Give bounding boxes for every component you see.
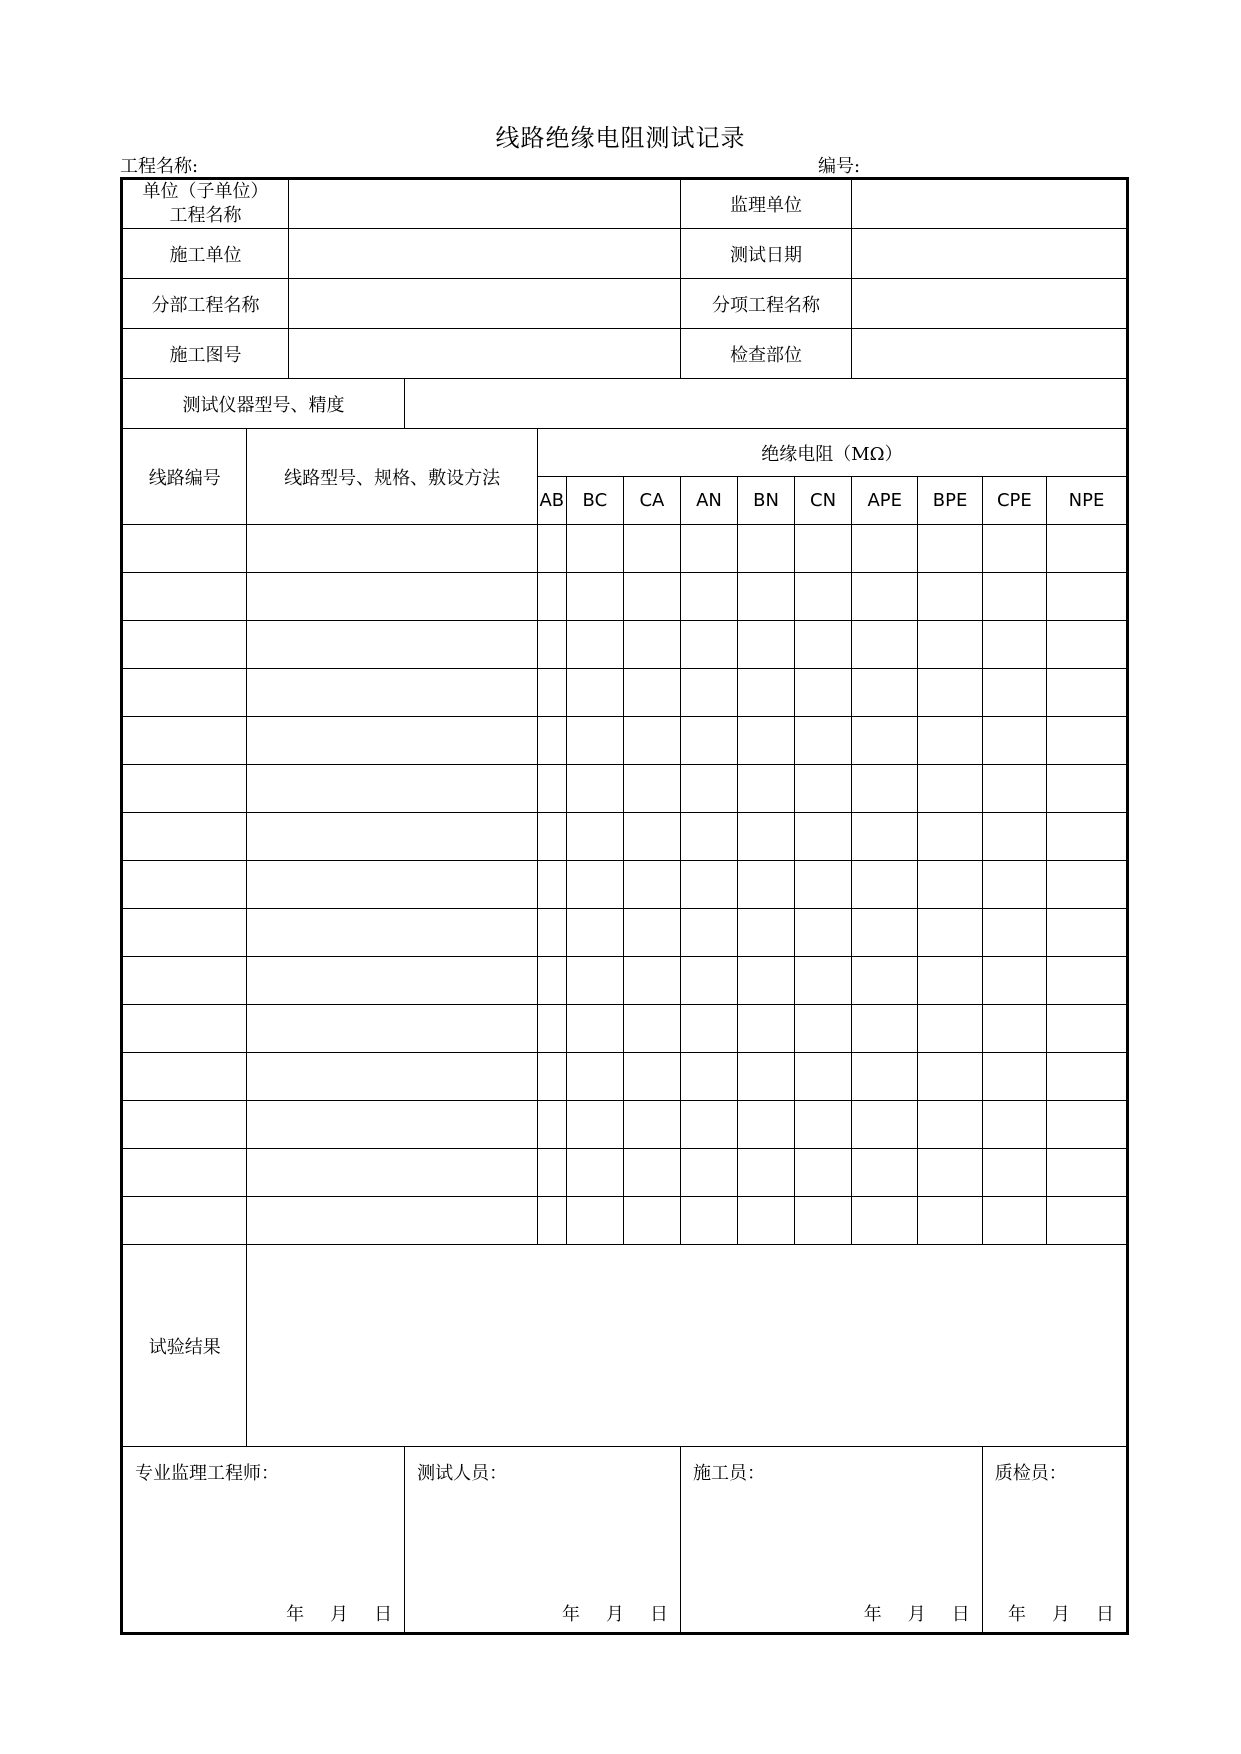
- table-row: [122, 1053, 1128, 1101]
- resistance-cell-ca[interactable]: [623, 621, 680, 669]
- unit-label-line1: 单位（子单位）: [142, 181, 269, 202]
- resistance-cell-cn[interactable]: [795, 1101, 852, 1149]
- resistance-cell-bc[interactable]: [566, 1197, 623, 1245]
- phase-header-bn: BN: [738, 477, 795, 525]
- signature-cell[interactable]: [982, 1447, 1127, 1634]
- resistance-cell-npe[interactable]: [1047, 1149, 1128, 1197]
- line-no-cell[interactable]: [122, 1005, 247, 1053]
- line-no-cell[interactable]: [122, 909, 247, 957]
- phase-header-ab: AB: [537, 477, 566, 525]
- instrument-field[interactable]: [405, 379, 1128, 429]
- date-day-label: 日: [374, 1604, 393, 1625]
- inspection-part-field[interactable]: [852, 329, 1128, 379]
- line-type-cell[interactable]: [247, 861, 537, 909]
- phase-header-ca: CA: [623, 477, 680, 525]
- phase-header-npe: NPE: [1047, 477, 1128, 525]
- resistance-cell-ca[interactable]: [623, 525, 680, 573]
- resistance-cell-ca[interactable]: [623, 861, 680, 909]
- phase-header-bpe: BPE: [918, 477, 982, 525]
- resistance-cell-bpe[interactable]: [918, 621, 982, 669]
- line-type-cell[interactable]: [247, 1197, 537, 1245]
- info-row: [122, 179, 1128, 229]
- resistance-cell-cpe[interactable]: [982, 717, 1046, 765]
- resistance-cell-ape[interactable]: [852, 1197, 918, 1245]
- resistance-cell-ab[interactable]: [537, 1005, 566, 1053]
- test-date-field[interactable]: [852, 229, 1128, 279]
- resistance-cell-cn[interactable]: [795, 1149, 852, 1197]
- table-row: [122, 717, 1128, 765]
- unit-label-line2: 工程名称: [169, 205, 242, 226]
- resistance-cell-cpe[interactable]: [982, 1149, 1046, 1197]
- resistance-cell-ab[interactable]: [537, 669, 566, 717]
- line-no-cell[interactable]: [122, 669, 247, 717]
- supervision-unit-label: 监理单位: [680, 179, 851, 229]
- table-row: [122, 621, 1128, 669]
- line-type-cell[interactable]: [247, 1053, 537, 1101]
- signature-date: [562, 1600, 668, 1626]
- line-type-cell[interactable]: [247, 621, 537, 669]
- resistance-cell-an[interactable]: [680, 621, 737, 669]
- table-row: [122, 1101, 1128, 1149]
- line-no-cell[interactable]: [122, 957, 247, 1005]
- resistance-cell-bpe[interactable]: [918, 525, 982, 573]
- resistance-cell-bc[interactable]: [566, 717, 623, 765]
- resistance-cell-ca[interactable]: [623, 909, 680, 957]
- resistance-cell-ab[interactable]: [537, 1149, 566, 1197]
- date-year-label: 年: [1008, 1604, 1026, 1625]
- resistance-cell-cn[interactable]: [795, 861, 852, 909]
- resistance-cell-bn[interactable]: [738, 861, 795, 909]
- resistance-cell-npe[interactable]: [1047, 573, 1128, 621]
- line-no-cell[interactable]: [122, 717, 247, 765]
- line-type-header: 线路型号、规格、敷设方法: [247, 429, 537, 525]
- resistance-cell-bpe[interactable]: [918, 957, 982, 1005]
- line-no-cell[interactable]: [122, 813, 247, 861]
- resistance-cell-ab[interactable]: [537, 957, 566, 1005]
- table-row: [122, 1005, 1128, 1053]
- resistance-cell-ca[interactable]: [623, 765, 680, 813]
- resistance-cell-ape[interactable]: [852, 1005, 918, 1053]
- line-no-cell[interactable]: [122, 1101, 247, 1149]
- resistance-cell-cpe[interactable]: [982, 909, 1046, 957]
- resistance-cell-cpe[interactable]: [982, 621, 1046, 669]
- resistance-cell-bn[interactable]: [738, 957, 795, 1005]
- table-row: [122, 573, 1128, 621]
- resistance-cell-ab[interactable]: [537, 621, 566, 669]
- resistance-cell-cn[interactable]: [795, 1005, 852, 1053]
- line-no-cell[interactable]: [122, 573, 247, 621]
- info-row: [122, 329, 1128, 379]
- resistance-cell-ab[interactable]: [537, 861, 566, 909]
- resistance-cell-bn[interactable]: [738, 717, 795, 765]
- info-row: [122, 279, 1128, 329]
- line-no-cell[interactable]: [122, 525, 247, 573]
- line-no-cell[interactable]: [122, 861, 247, 909]
- date-year-label: 年: [561, 1604, 580, 1625]
- table-header-row: [122, 429, 1128, 477]
- resistance-cell-ab[interactable]: [537, 525, 566, 573]
- table-row: [122, 909, 1128, 957]
- instrument-label: 测试仪器型号、精度: [122, 379, 405, 429]
- resistance-cell-npe[interactable]: [1047, 813, 1128, 861]
- resistance-cell-cpe[interactable]: [982, 669, 1046, 717]
- resistance-cell-bpe[interactable]: [918, 909, 982, 957]
- resistance-cell-bc[interactable]: [566, 1101, 623, 1149]
- phase-header-ape: APE: [852, 477, 918, 525]
- resistance-cell-ca[interactable]: [623, 1053, 680, 1101]
- resistance-cell-ca[interactable]: [623, 717, 680, 765]
- line-type-cell[interactable]: [247, 813, 537, 861]
- resistance-cell-ab[interactable]: [537, 813, 566, 861]
- resistance-cell-ape[interactable]: [852, 1149, 918, 1197]
- resistance-cell-an[interactable]: [680, 573, 737, 621]
- resistance-cell-ape[interactable]: [852, 669, 918, 717]
- resistance-cell-cn[interactable]: [795, 813, 852, 861]
- signature-cell[interactable]: [405, 1447, 681, 1634]
- table-row: [122, 861, 1128, 909]
- resistance-cell-cpe[interactable]: [982, 1101, 1046, 1149]
- resistance-cell-npe[interactable]: [1047, 525, 1128, 573]
- date-year-label: 年: [286, 1604, 305, 1625]
- line-type-cell[interactable]: [247, 1005, 537, 1053]
- resistance-cell-bc[interactable]: [566, 813, 623, 861]
- resistance-cell-cn[interactable]: [795, 621, 852, 669]
- unit-project-name-field[interactable]: [288, 179, 680, 229]
- line-no-cell[interactable]: [122, 1149, 247, 1197]
- resistance-cell-ab[interactable]: [537, 1053, 566, 1101]
- resistance-cell-ca[interactable]: [623, 1101, 680, 1149]
- resistance-cell-ape[interactable]: [852, 573, 918, 621]
- construction-unit-field[interactable]: [288, 229, 680, 279]
- resistance-cell-bc[interactable]: [566, 573, 623, 621]
- resistance-cell-bpe[interactable]: [918, 1053, 982, 1101]
- resistance-cell-cn[interactable]: [795, 765, 852, 813]
- resistance-cell-an[interactable]: [680, 861, 737, 909]
- resistance-cell-bpe[interactable]: [918, 1197, 982, 1245]
- division-name-field[interactable]: [288, 279, 680, 329]
- date-month-label: 月: [907, 1604, 926, 1625]
- resistance-cell-bn[interactable]: [738, 1149, 795, 1197]
- signature-date: [1008, 1600, 1114, 1626]
- line-type-cell[interactable]: [247, 717, 537, 765]
- resistance-cell-bc[interactable]: [566, 1005, 623, 1053]
- resistance-cell-an[interactable]: [680, 765, 737, 813]
- table-row: [122, 1197, 1128, 1245]
- supervision-unit-field[interactable]: [852, 179, 1128, 229]
- resistance-cell-an[interactable]: [680, 1197, 737, 1245]
- table-row: [122, 669, 1128, 717]
- resistance-cell-ape[interactable]: [852, 957, 918, 1005]
- resistance-cell-bc[interactable]: [566, 909, 623, 957]
- signature-cell[interactable]: [680, 1447, 982, 1634]
- line-no-cell[interactable]: [122, 1197, 247, 1245]
- resistance-cell-npe[interactable]: [1047, 1197, 1128, 1245]
- resistance-cell-an[interactable]: [680, 525, 737, 573]
- resistance-cell-npe[interactable]: [1047, 1005, 1128, 1053]
- date-day-label: 日: [951, 1604, 970, 1625]
- construction-unit-label: 施工单位: [122, 229, 289, 279]
- resistance-cell-cpe[interactable]: [982, 1053, 1046, 1101]
- date-month-label: 月: [330, 1604, 349, 1625]
- test-date-label: 测试日期: [680, 229, 851, 279]
- resistance-cell-bpe[interactable]: [918, 717, 982, 765]
- resistance-cell-bc[interactable]: [566, 621, 623, 669]
- resistance-cell-cn[interactable]: [795, 525, 852, 573]
- resistance-cell-cn[interactable]: [795, 717, 852, 765]
- inspection-part-label: 检查部位: [680, 329, 851, 379]
- resistance-cell-bn[interactable]: [738, 621, 795, 669]
- resistance-cell-cpe[interactable]: [982, 573, 1046, 621]
- subitem-name-label: 分项工程名称: [680, 279, 851, 329]
- resistance-cell-an[interactable]: [680, 717, 737, 765]
- resistance-cell-cn[interactable]: [795, 1197, 852, 1245]
- resistance-cell-ca[interactable]: [623, 1005, 680, 1053]
- line-type-cell[interactable]: [247, 525, 537, 573]
- resistance-cell-cpe[interactable]: [982, 765, 1046, 813]
- resistance-cell-an[interactable]: [680, 1053, 737, 1101]
- signature-date: [864, 1600, 970, 1626]
- resistance-cell-ca[interactable]: [623, 1197, 680, 1245]
- resistance-cell-npe[interactable]: [1047, 765, 1128, 813]
- result-row: [122, 1245, 1128, 1447]
- division-name-label: 分部工程名称: [122, 279, 289, 329]
- resistance-cell-npe[interactable]: [1047, 957, 1128, 1005]
- resistance-cell-bn[interactable]: [738, 525, 795, 573]
- resistance-cell-ab[interactable]: [537, 717, 566, 765]
- resistance-cell-ape[interactable]: [852, 717, 918, 765]
- unit-project-name-label: [122, 179, 289, 229]
- resistance-cell-ab[interactable]: [537, 909, 566, 957]
- resistance-cell-ape[interactable]: [852, 1101, 918, 1149]
- phase-header-an: AN: [680, 477, 737, 525]
- resistance-cell-bn[interactable]: [738, 1197, 795, 1245]
- line-type-cell[interactable]: [247, 1101, 537, 1149]
- resistance-cell-ape[interactable]: [852, 765, 918, 813]
- resistance-cell-an[interactable]: [680, 1005, 737, 1053]
- signature-date: [286, 1600, 392, 1626]
- resistance-cell-cn[interactable]: [795, 573, 852, 621]
- resistance-cell-ape[interactable]: [852, 909, 918, 957]
- result-field[interactable]: [247, 1245, 1128, 1447]
- line-type-cell[interactable]: [247, 1149, 537, 1197]
- resistance-cell-npe[interactable]: [1047, 621, 1128, 669]
- signature-row: [122, 1447, 1128, 1634]
- resistance-cell-bpe[interactable]: [918, 861, 982, 909]
- resistance-cell-ca[interactable]: [623, 1149, 680, 1197]
- resistance-cell-bpe[interactable]: [918, 1149, 982, 1197]
- resistance-cell-ca[interactable]: [623, 573, 680, 621]
- result-label: 试验结果: [122, 1245, 247, 1447]
- resistance-cell-ab[interactable]: [537, 573, 566, 621]
- signature-cell[interactable]: [122, 1447, 405, 1634]
- resistance-cell-an[interactable]: [680, 1149, 737, 1197]
- insulation-header: 绝缘电阻（MΩ）: [537, 429, 1127, 477]
- signature-role-label: 专业监理工程师：: [135, 1463, 279, 1484]
- resistance-cell-bc[interactable]: [566, 957, 623, 1005]
- resistance-cell-bn[interactable]: [738, 813, 795, 861]
- resistance-cell-an[interactable]: [680, 957, 737, 1005]
- line-no-cell[interactable]: [122, 765, 247, 813]
- resistance-cell-ca[interactable]: [623, 669, 680, 717]
- drawing-no-field[interactable]: [288, 329, 680, 379]
- resistance-cell-an[interactable]: [680, 1101, 737, 1149]
- resistance-cell-npe[interactable]: [1047, 861, 1128, 909]
- resistance-cell-bpe[interactable]: [918, 669, 982, 717]
- resistance-cell-ab[interactable]: [537, 1101, 566, 1149]
- line-no-cell[interactable]: [122, 1053, 247, 1101]
- line-type-cell[interactable]: [247, 909, 537, 957]
- table-row: [122, 957, 1128, 1005]
- line-type-cell[interactable]: [247, 765, 537, 813]
- resistance-cell-bn[interactable]: [738, 1101, 795, 1149]
- resistance-cell-bpe[interactable]: [918, 765, 982, 813]
- resistance-cell-bc[interactable]: [566, 525, 623, 573]
- resistance-cell-cn[interactable]: [795, 1053, 852, 1101]
- page-title: 线路绝缘电阻测试记录: [495, 124, 746, 152]
- resistance-cell-npe[interactable]: [1047, 1101, 1128, 1149]
- resistance-cell-ab[interactable]: [537, 765, 566, 813]
- resistance-cell-ape[interactable]: [852, 1053, 918, 1101]
- resistance-cell-ape[interactable]: [852, 813, 918, 861]
- date-month-label: 月: [1052, 1604, 1070, 1625]
- resistance-cell-bn[interactable]: [738, 1005, 795, 1053]
- insulation-test-form: [120, 177, 1129, 1635]
- line-no-header: 线路编号: [122, 429, 247, 525]
- subitem-name-field[interactable]: [852, 279, 1128, 329]
- resistance-cell-cpe[interactable]: [982, 813, 1046, 861]
- resistance-cell-cn[interactable]: [795, 669, 852, 717]
- table-row: [122, 525, 1128, 573]
- resistance-cell-bc[interactable]: [566, 1053, 623, 1101]
- number-label: 编号:: [818, 156, 861, 177]
- resistance-cell-bc[interactable]: [566, 861, 623, 909]
- signature-role-label: 质检员：: [994, 1463, 1067, 1484]
- signature-role-label: 施工员：: [692, 1463, 765, 1484]
- date-year-label: 年: [863, 1604, 882, 1625]
- phase-header-cpe: CPE: [982, 477, 1046, 525]
- resistance-cell-ape[interactable]: [852, 861, 918, 909]
- line-type-cell[interactable]: [247, 669, 537, 717]
- resistance-cell-an[interactable]: [680, 813, 737, 861]
- resistance-cell-cpe[interactable]: [982, 957, 1046, 1005]
- table-row: [122, 813, 1128, 861]
- phase-header-cn: CN: [795, 477, 852, 525]
- project-name-label: 工程名称:: [120, 156, 199, 177]
- resistance-cell-bpe[interactable]: [918, 1101, 982, 1149]
- resistance-cell-npe[interactable]: [1047, 909, 1128, 957]
- resistance-cell-ab[interactable]: [537, 1197, 566, 1245]
- resistance-cell-bc[interactable]: [566, 1149, 623, 1197]
- resistance-cell-an[interactable]: [680, 909, 737, 957]
- resistance-cell-bn[interactable]: [738, 669, 795, 717]
- signature-role-label: 测试人员：: [417, 1463, 508, 1484]
- resistance-cell-ca[interactable]: [623, 813, 680, 861]
- resistance-cell-cpe[interactable]: [982, 525, 1046, 573]
- resistance-cell-bc[interactable]: [566, 669, 623, 717]
- instrument-row: [122, 379, 1128, 429]
- resistance-cell-an[interactable]: [680, 669, 737, 717]
- resistance-cell-ape[interactable]: [852, 525, 918, 573]
- drawing-no-label: 施工图号: [122, 329, 289, 379]
- line-type-cell[interactable]: [247, 573, 537, 621]
- line-type-cell[interactable]: [247, 957, 537, 1005]
- date-day-label: 日: [1096, 1604, 1114, 1625]
- resistance-cell-npe[interactable]: [1047, 1053, 1128, 1101]
- date-day-label: 日: [649, 1604, 668, 1625]
- resistance-cell-bpe[interactable]: [918, 573, 982, 621]
- phase-header-bc: BC: [566, 477, 623, 525]
- resistance-cell-cn[interactable]: [795, 957, 852, 1005]
- resistance-cell-bn[interactable]: [738, 1053, 795, 1101]
- resistance-cell-bn[interactable]: [738, 909, 795, 957]
- resistance-cell-bc[interactable]: [566, 765, 623, 813]
- table-row: [122, 765, 1128, 813]
- resistance-cell-ca[interactable]: [623, 957, 680, 1005]
- resistance-cell-bpe[interactable]: [918, 813, 982, 861]
- resistance-cell-bpe[interactable]: [918, 1005, 982, 1053]
- resistance-cell-cpe[interactable]: [982, 861, 1046, 909]
- resistance-cell-bn[interactable]: [738, 573, 795, 621]
- resistance-cell-cn[interactable]: [795, 909, 852, 957]
- resistance-cell-ape[interactable]: [852, 621, 918, 669]
- resistance-cell-npe[interactable]: [1047, 717, 1128, 765]
- resistance-cell-npe[interactable]: [1047, 669, 1128, 717]
- date-month-label: 月: [605, 1604, 624, 1625]
- table-row: [122, 1149, 1128, 1197]
- resistance-cell-cpe[interactable]: [982, 1197, 1046, 1245]
- line-no-cell[interactable]: [122, 621, 247, 669]
- resistance-cell-cpe[interactable]: [982, 1005, 1046, 1053]
- resistance-cell-bn[interactable]: [738, 765, 795, 813]
- info-row: [122, 229, 1128, 279]
